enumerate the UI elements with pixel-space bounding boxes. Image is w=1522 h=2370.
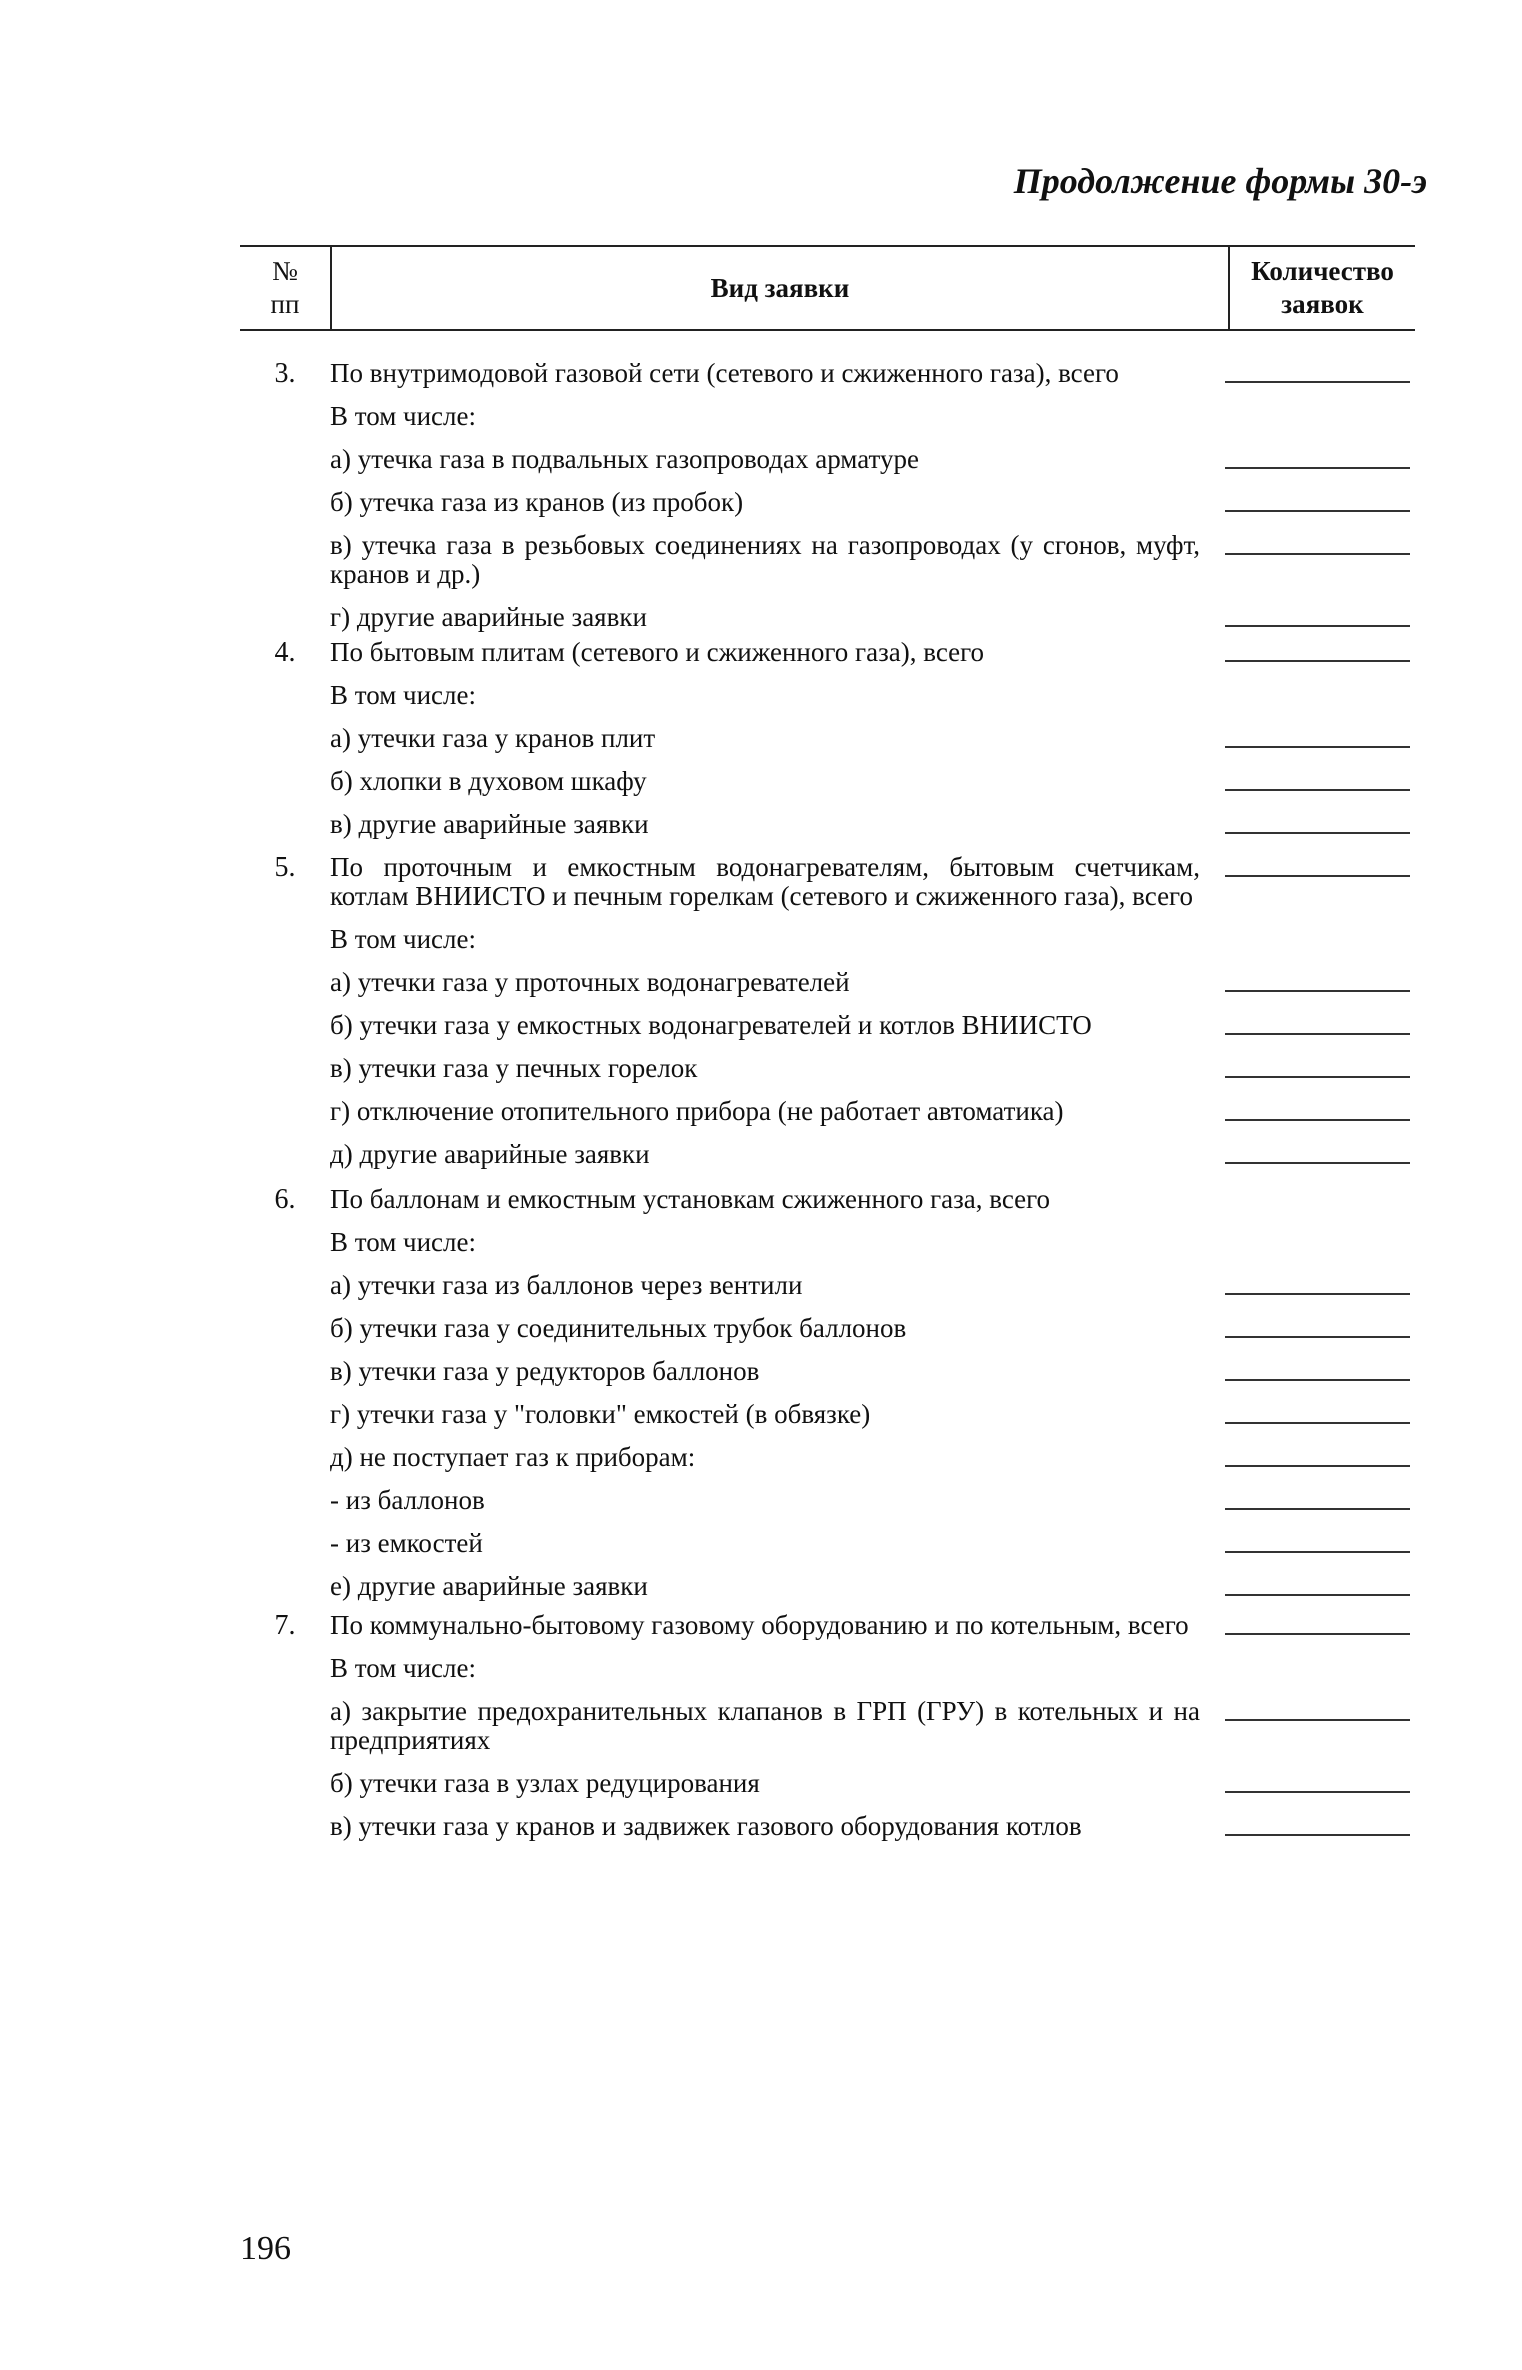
table-row — [240, 1097, 1415, 1126]
fill-in-line[interactable] — [1225, 1551, 1410, 1553]
fill-in-line[interactable] — [1225, 1336, 1410, 1338]
row-number: 7. — [274, 1610, 296, 1641]
fill-in-line[interactable] — [1225, 1033, 1410, 1035]
column-description-header: Вид заявки — [332, 247, 1230, 329]
row-description: г) другие аварийные заявки — [330, 602, 647, 632]
fill-in-line[interactable] — [1225, 1119, 1410, 1121]
table-row — [240, 1486, 1415, 1515]
row-description: б) утечка газа из кранов (из пробок) — [330, 487, 744, 517]
row-description: По баллонам и емкостным установкам сжиженного газа, всего — [330, 1184, 1051, 1214]
column-count-header — [1230, 247, 1415, 329]
fill-in-line[interactable] — [1225, 1422, 1410, 1424]
column-count-label-2: заявок — [1281, 289, 1364, 319]
row-description: По бытовым плитам (сетевого и сжиженного газа), всего — [330, 637, 985, 667]
table-row — [240, 1572, 1415, 1601]
row-description: а) утечки газа из баллонов через вентили — [330, 1270, 803, 1300]
row-description: В том числе: — [330, 680, 476, 710]
row-description: а) утечка газа в подвальных газопроводах арматуре — [330, 444, 919, 474]
requests-table — [240, 245, 1415, 1841]
row-description: По коммунально-бытовому газовому оборудованию и по котельным, всего — [330, 1610, 1189, 1640]
fill-in-line[interactable] — [1225, 1162, 1410, 1164]
table-row — [240, 359, 1415, 388]
table-row — [240, 638, 1415, 667]
fill-in-line[interactable] — [1225, 381, 1410, 383]
row-number: 5. — [274, 852, 296, 883]
table-row — [240, 1529, 1415, 1558]
table-row — [240, 1054, 1415, 1083]
fill-in-line[interactable] — [1225, 510, 1410, 512]
row-description: б) хлопки в духовом шкафу — [330, 766, 647, 796]
table-row — [240, 681, 1415, 710]
row-description: В том числе: — [330, 1227, 476, 1257]
table-row — [240, 853, 1415, 911]
fill-in-line[interactable] — [1225, 990, 1410, 992]
table-row — [240, 1400, 1415, 1429]
row-number: 3. — [274, 358, 296, 389]
row-number: 4. — [274, 637, 296, 668]
table-row — [240, 724, 1415, 753]
row-description: д) не поступает газ к приборам: — [330, 1442, 696, 1472]
fill-in-line[interactable] — [1225, 1594, 1410, 1596]
table-row — [240, 531, 1415, 589]
table-row — [240, 810, 1415, 839]
table-row — [240, 1185, 1415, 1214]
fill-in-line[interactable] — [1225, 1719, 1410, 1721]
column-number-label-2: пп — [270, 289, 300, 319]
table-row — [240, 1443, 1415, 1472]
table-row — [240, 1357, 1415, 1386]
form-continuation-title: Продолжение формы 30-э — [1013, 161, 1427, 201]
row-description: б) утечки газа в узлах редуцирования — [330, 1768, 760, 1798]
table-row — [240, 968, 1415, 997]
table-row — [240, 1011, 1415, 1040]
row-description: в) утечка газа в резьбовых соединениях на газопроводах (у сгонов, муфт, кранов и др.) — [330, 530, 1200, 589]
fill-in-line[interactable] — [1225, 789, 1410, 791]
table-row — [240, 488, 1415, 517]
fill-in-line[interactable] — [1225, 1508, 1410, 1510]
fill-in-line[interactable] — [1225, 875, 1410, 877]
fill-in-line[interactable] — [1225, 1293, 1410, 1295]
row-description: в) утечки газа у кранов и задвижек газового оборудования котлов — [330, 1811, 1082, 1841]
row-description: г) утечки газа у "головки" емкостей (в обвязке) — [330, 1399, 871, 1429]
row-description: в) другие аварийные заявки — [330, 809, 649, 839]
fill-in-line[interactable] — [1225, 1834, 1410, 1836]
fill-in-line[interactable] — [1225, 746, 1410, 748]
fill-in-line[interactable] — [1225, 553, 1410, 555]
fill-in-line[interactable] — [1225, 1465, 1410, 1467]
row-description: В том числе: — [330, 1653, 476, 1683]
row-description: В том числе: — [330, 924, 476, 954]
row-description: В том числе: — [330, 401, 476, 431]
row-description: д) другие аварийные заявки — [330, 1139, 650, 1169]
fill-in-line[interactable] — [1225, 660, 1410, 662]
row-description: - из емкостей — [330, 1528, 483, 1558]
table-row — [240, 1812, 1415, 1841]
fill-in-line[interactable] — [1225, 832, 1410, 834]
row-number: 6. — [274, 1184, 296, 1215]
row-description: б) утечки газа у емкостных водонагревателей и котлов ВНИИСТО — [330, 1010, 1092, 1040]
row-description: а) утечки газа у кранов плит — [330, 723, 656, 753]
row-description: По проточным и емкостным водонагревателям, бытовым счетчикам, котлам ВНИИСТО и печным горелкам (сетевого и сжиженного газа), всего — [330, 852, 1200, 911]
table-row — [240, 445, 1415, 474]
table-row — [240, 1314, 1415, 1343]
table-header — [240, 245, 1415, 331]
table-row — [240, 402, 1415, 431]
fill-in-line[interactable] — [1225, 625, 1410, 627]
column-count-label-1: Количество — [1251, 256, 1394, 286]
row-description: а) закрытие предохранительных клапанов в ГРП (ГРУ) в котельных и на предприятиях — [330, 1696, 1200, 1755]
row-description: в) утечки газа у печных горелок — [330, 1053, 698, 1083]
table-row — [240, 1769, 1415, 1798]
fill-in-line[interactable] — [1225, 1791, 1410, 1793]
table-row — [240, 925, 1415, 954]
table-row — [240, 1611, 1415, 1640]
table-row — [240, 1228, 1415, 1257]
row-description: - из баллонов — [330, 1485, 485, 1515]
fill-in-line[interactable] — [1225, 1076, 1410, 1078]
table-row — [240, 603, 1415, 632]
column-number-header — [240, 247, 332, 329]
row-description: е) другие аварийные заявки — [330, 1571, 648, 1601]
row-description: б) утечки газа у соединительных трубок баллонов — [330, 1313, 907, 1343]
column-number-label-1: № — [272, 256, 298, 286]
table-body — [240, 331, 1415, 1841]
row-description: а) утечки газа у проточных водонагревателей — [330, 967, 850, 997]
row-description: г) отключение отопительного прибора (не работает автоматика) — [330, 1096, 1064, 1126]
table-row — [240, 1697, 1415, 1755]
row-description: По внутримодовой газовой сети (сетевого и сжиженного газа), всего — [330, 358, 1119, 388]
table-row — [240, 767, 1415, 796]
row-description: в) утечки газа у редукторов баллонов — [330, 1356, 760, 1386]
table-row — [240, 1654, 1415, 1683]
fill-in-line[interactable] — [1225, 1633, 1410, 1635]
table-row — [240, 1140, 1415, 1169]
fill-in-line[interactable] — [1225, 1379, 1410, 1381]
page-number: 196 — [240, 2230, 291, 2267]
fill-in-line[interactable] — [1225, 467, 1410, 469]
table-row — [240, 1271, 1415, 1300]
